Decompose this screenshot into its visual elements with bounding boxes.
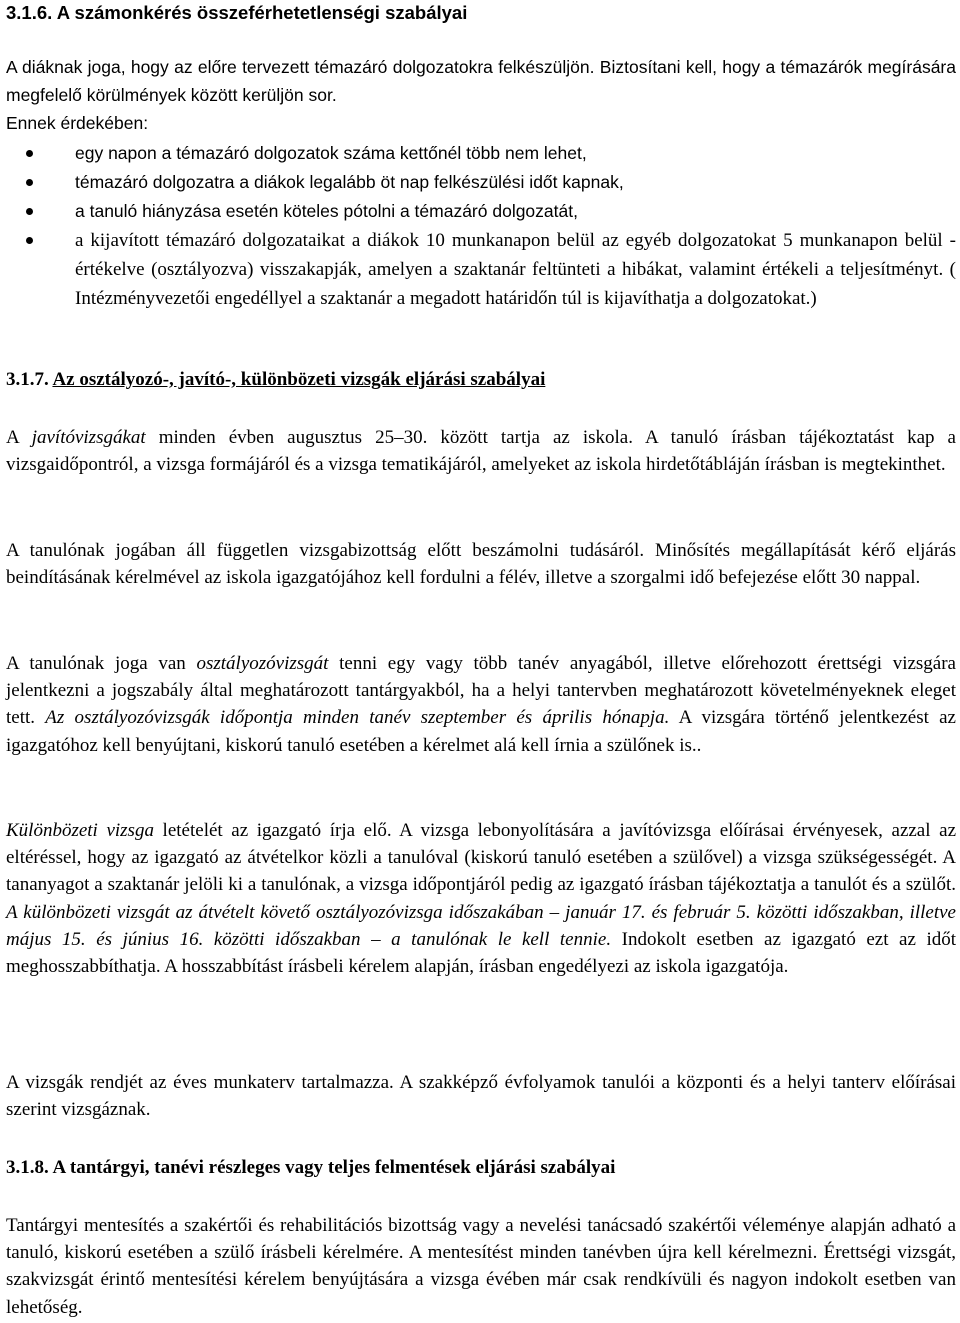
section-317-paragraph-1 (6, 424, 956, 478)
italic-run: Az osztályozóvizsgák időpontja minden tanév szeptember és április hónapja. (45, 707, 670, 729)
text-run: A (6, 427, 32, 448)
section-318-paragraph-1 (6, 1212, 956, 1321)
paragraph-text (6, 817, 956, 980)
section-317-paragraph-2 (6, 537, 956, 591)
section-316-intro: A diáknak joga, hogy az előre tervezett témazáró dolgozatokra felkészüljön. Biztosítani kell, hogy a témazárók megírására megfelelő körülmények között kerüljön sor. (6, 57, 956, 105)
bullet-text: a kijavított témazáró dolgozataikat a diákok 10 munkanapon belül az egyéb dolgozatokat 5 munkanapon belül - értékelve (osztályozva) visszakapják, amelyen a szaktanár feltünteti a hibákat, valamint értékeli a teljesítményt. ( Intézményvezetői engedéllyel a szaktanár a megadott határidőn túl is kijavíthatja a dolgozatokat.) (75, 230, 956, 309)
section-316-intro-block (6, 53, 956, 137)
bullet-dot-icon (26, 179, 33, 186)
bullet-item (6, 197, 956, 226)
text-run: minden évben augusztus 25–30. között tartja az iskola. A tanuló írásban tájékoztatást kap a vizsgaidőpontról, a vizsga formájáról és a vizsga tematikájáról, amelyeket az iskola hirdetőtábláján írásban is megtekinthet. (6, 427, 956, 476)
text-run: tenni egy vagy több tanév anyagából, illetve előrehozott érettségi vizsgára jelentkezni a jogszabály által meghatározott tantárgyakból, ha a helyi tantervben meghatározott követelményeknek eleget tett. (6, 653, 956, 729)
paragraph-text: A tanulónak jogában áll független vizsgabizottság előtt beszámolni tudásáról. Minősítés megállapítását kérő eljárás beindításának kérelmével az iskola igazgatójához kell fordulni a félév, illetve a szorgalmi idő befejezése előtt 30 nappal. (6, 540, 956, 589)
italic-run: Különbözeti vizsga (6, 820, 154, 841)
section-317-paragraph-3 (6, 650, 956, 759)
bullet-text: a tanuló hiányzása esetén köteles pótolni a témazáró dolgozatát, (75, 201, 578, 221)
section-317-number: 3.1.7. (6, 369, 49, 390)
section-316-lead: Ennek érdekében: (6, 113, 149, 133)
bullet-dot-icon (26, 150, 33, 157)
bullet-dot-icon (26, 208, 33, 215)
section-316-bullets-block (6, 139, 956, 313)
text-run: Indokolt esetben az igazgató ezt az időt meghosszabbíthatja. A hosszabbítást írásbeli kérelem alapján, írásban engedélyezi az iskola igazgatója. (6, 928, 957, 978)
italic-run: javítóvizsgákat (31, 427, 146, 448)
text-run: A tanulónak joga van (6, 653, 197, 674)
section-316-bullet-list (6, 139, 956, 313)
section-316-heading: 3.1.6. A számonkérés összeférhetetlenségi szabályai (6, 2, 468, 23)
bullet-text: témazáró dolgozatra a diákok legalább öt nap felkészülési időt kapnak, (75, 172, 624, 192)
section-317-title: Az osztályozó-, javító-, különbözeti vizsgák eljárási szabályai (52, 369, 546, 390)
section-318-heading: 3.1.8. A tantárgyi, tanévi részleges vagy teljes felmentések eljárási szabályai (6, 1157, 616, 1178)
section-317-paragraph-4 (6, 817, 956, 980)
bullet-item (6, 226, 956, 313)
bullet-item (6, 139, 956, 168)
paragraph-text (6, 650, 956, 759)
section-317-heading (6, 366, 956, 393)
text-run: A vizsgára történő jelentkezést az igazgatóhoz kell benyújtani, kiskorú tanuló esetében a kérelmet alá kell írnia a szülőnek is.. (6, 707, 956, 756)
paragraph-text: A vizsgák rendjét az éves munkaterv tartalmazza. A szakképző évfolyamok tanulói a központi és a helyi tanterv előírásai szerint vizsgáznak. (6, 1072, 956, 1121)
text-run: letételét az igazgató írja elő. A vizsga lebonyolítására a javítóvizsga előírásai érvényesek, azzal az eltéréssel, hogy az igazgató az átvételkor közli a tanulóval (kiskorú tanuló esetében a szülővel) a vizsga szükségességét. A tananyagot a szaktanár jelöli ki a tanulónak, a vizsga időpontjáról pedig az igazgató írásban tájékoztatja a tanulót és a szülőt. (6, 820, 956, 896)
italic-run: osztályozóvizsgát (196, 653, 329, 674)
paragraph-text: Tantárgyi mentesítés a szakértői és rehabilitációs bizottság vagy a nevelési tanácsadó szakértői véleménye alapján adható a tanuló, kiskorú esetében a szülő írásbeli kérelmére. A mentesítést minden tanévben újra kell kérelmezni. Érettségi vizsgát, szakvizsgát érintő mentesítési kérelem benyújtására a vizsga évében már csak rendkívüli és nagyon indokolt esetben van lehetőség. (6, 1215, 956, 1318)
italic-run: A különbözeti vizsgát az átvételt követő osztályozóvizsga időszakában – január 17. és február 5. közötti időszakban, illetve május 15. és június 16. közötti időszakban – a tanulónak le kell tennie. (6, 901, 956, 950)
paragraph-text (6, 424, 956, 478)
bullet-dot-icon (26, 237, 33, 244)
bullet-text: egy napon a témazáró dolgozatok száma kettőnél több nem lehet, (75, 143, 587, 163)
section-317-paragraph-5 (6, 1069, 956, 1123)
bullet-item (6, 168, 956, 197)
